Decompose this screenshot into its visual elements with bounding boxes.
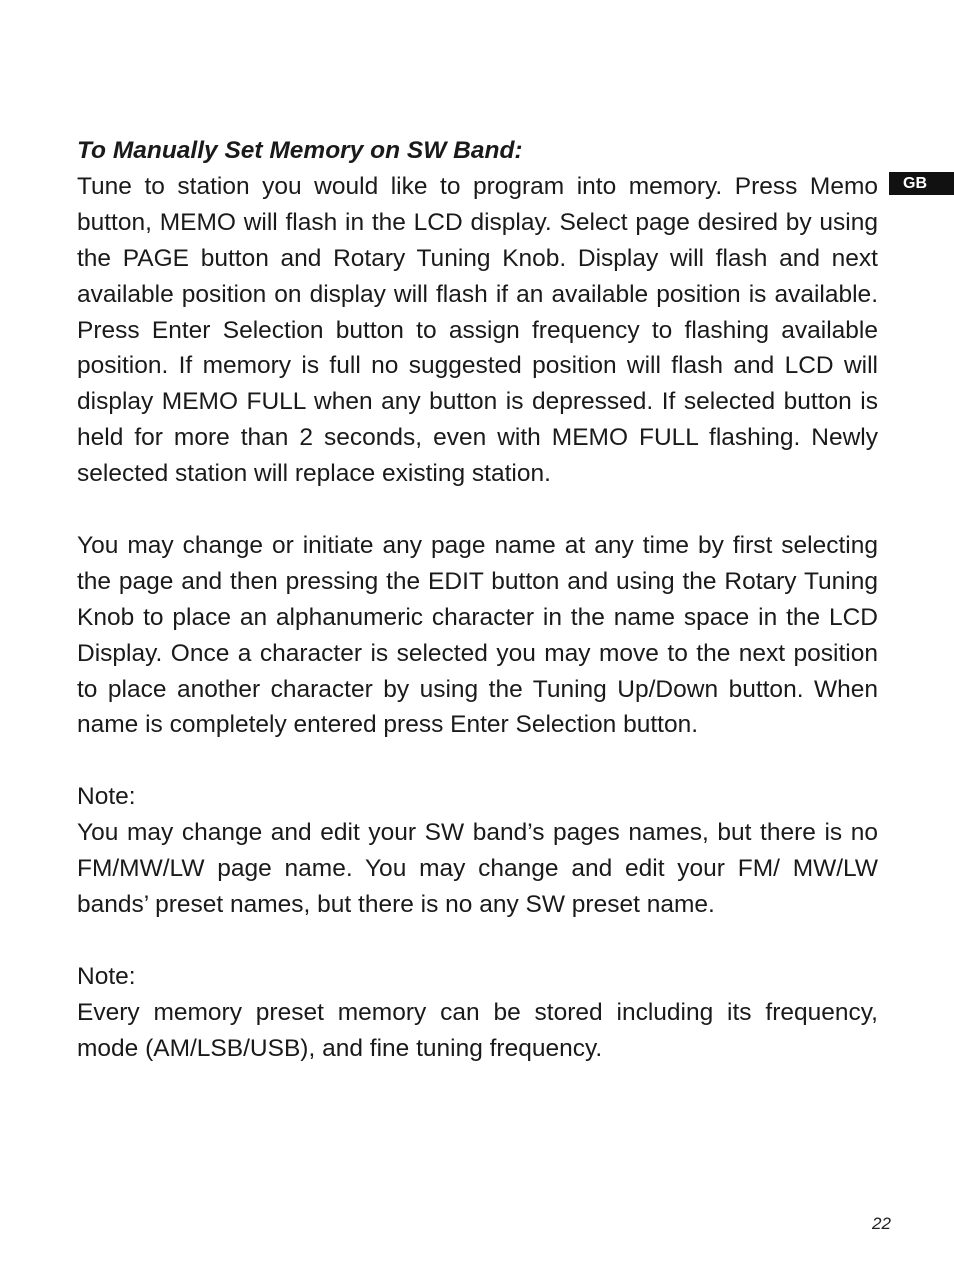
language-tab: GB <box>889 172 954 195</box>
note-label: Note: <box>77 962 136 990</box>
note-label: Note: <box>77 783 136 811</box>
paragraph-manual-memory: Tune to station you would like to program into memory. Press Memo button, MEMO will flash in the LCD display. Select page desired by using the PAGE button and Rotary Tuning Knob. Display will flash and next available position on display will flash if an available position is available. Press Enter Selection button to assign frequency to flashing available position. If memory is full no suggested position will flash and LCD will display MEMO FULL when any button is depressed. If selected button is held for more than 2 seconds, even with MEMO FULL flashing. Newly selected station will replace existing station. <box>77 172 878 488</box>
page-number: 22 <box>872 1214 891 1233</box>
paragraph-spacer <box>77 743 878 779</box>
note-text: You may change and edit your SW band’s pages names, but there is no FM/MW/LW page name. You may change and edit your FM/ MW/LW bands’ preset names, but there is no any SW preset name. <box>77 819 878 918</box>
paragraph-spacer <box>77 923 878 959</box>
section-heading: To Manually Set Memory on SW Band: <box>77 137 523 164</box>
note-text: Every memory preset memory can be stored including its frequency, mode (AM/LSB/USB), and fine tuning frequency. <box>77 998 878 1062</box>
paragraph-page-name: You may change or initiate any page name at any time by first selecting the page and then pressing the EDIT button and using the Rotary Tuning Knob to place an alphanumeric character in the name space in the LCD Display. Once a character is selected you may move to the next position to place another character by using the Tuning Up/Down button. When name is completely entered press Enter Selection button. <box>77 531 878 739</box>
page-content <box>77 133 878 1067</box>
paragraph-spacer <box>77 492 878 528</box>
